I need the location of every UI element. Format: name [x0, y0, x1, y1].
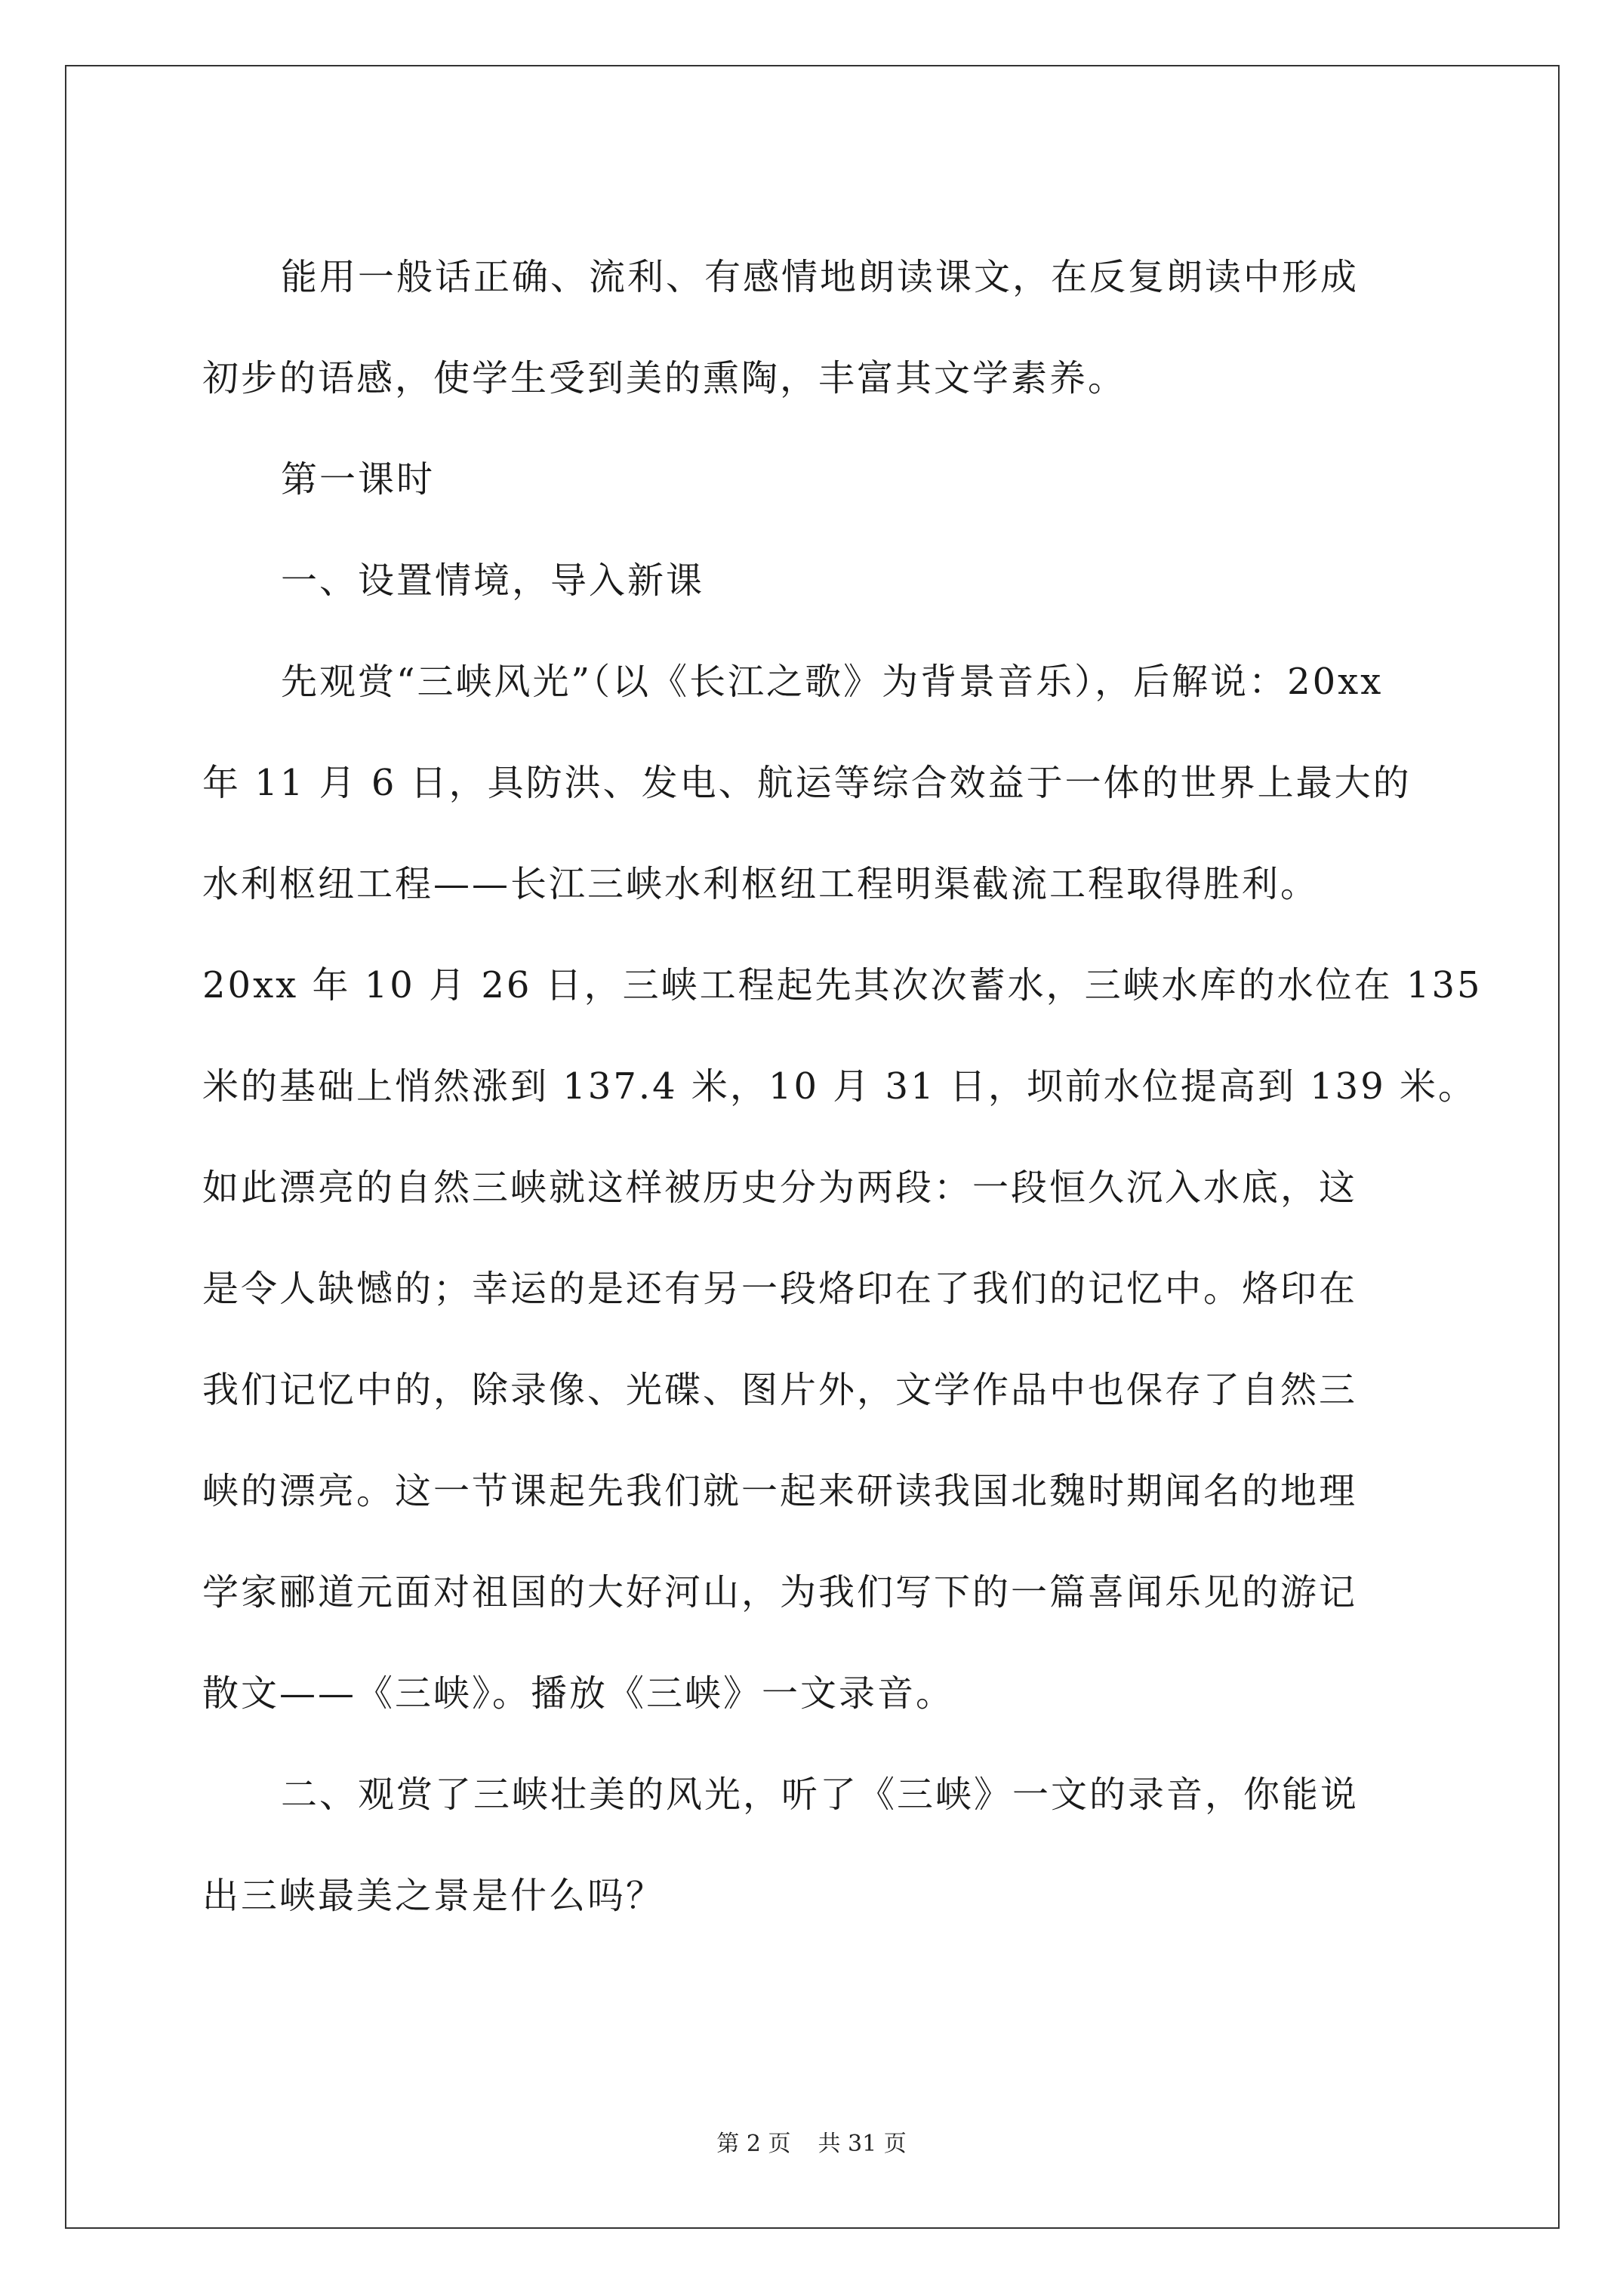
text-line: 先观赏“三峡风光”（以《长江之歌》为背景音乐），后解说：20xx [281, 661, 1384, 703]
text-line: 米的基础上悄然涨到 137.4 米，10 月 31 日，坝前水位提高到 139 米。 [202, 1065, 1477, 1108]
page-number: 第 2 页 [716, 2131, 791, 2157]
text-line: 我们记忆中的，除录像、光碟、图片外，文学作品中也保存了自然三 [202, 1369, 1358, 1411]
text-line: 水利枢纽工程——长江三峡水利枢纽工程明渠截流工程取得胜利。 [202, 863, 1320, 905]
page-total: 共 31 页 [818, 2131, 907, 2157]
text-line: 是令人缺憾的；幸运的是还有另一段烙印在了我们的记忆中。烙印在 [202, 1268, 1358, 1310]
text-line: 20xx 年 10 月 26 日，三峡工程起先其次次蓄水，三峡水库的水位在 135 [202, 964, 1483, 1006]
document-body [202, 227, 1483, 1946]
text-line: 散文——《三峡》。播放《三峡》一文录音。 [202, 1672, 955, 1715]
text-line: 年 11 月 6 日，具防洪、发电、航运等综合效益于一体的世界上最大的 [202, 762, 1412, 804]
text-line: 初步的语感，使学生受到美的熏陶，丰富其文学素养。 [202, 357, 1127, 399]
text-line: 出三峡最美之景是什么吗？ [202, 1875, 665, 1917]
text-line: 第一课时 [281, 458, 436, 501]
text-line: 能用一般话正确、流利、有感情地朗读课文，在反复朗读中形成 [281, 256, 1360, 298]
page-footer [0, 2129, 1623, 2159]
text-line: 如此漂亮的自然三峡就这样被历史分为两段：一段恒久沉入水底，这 [202, 1166, 1358, 1209]
text-line: 学家郦道元面对祖国的大好河山，为我们写下的一篇喜闻乐见的游记 [202, 1571, 1358, 1613]
text-line: 峡的漂亮。这一节课起先我们就一起来研读我国北魏时期闻名的地理 [202, 1470, 1358, 1512]
text-line: 二、观赏了三峡壮美的风光，听了《三峡》一文的录音，你能说 [281, 1774, 1360, 1816]
text-line: 一、设置情境，导入新课 [281, 559, 705, 602]
